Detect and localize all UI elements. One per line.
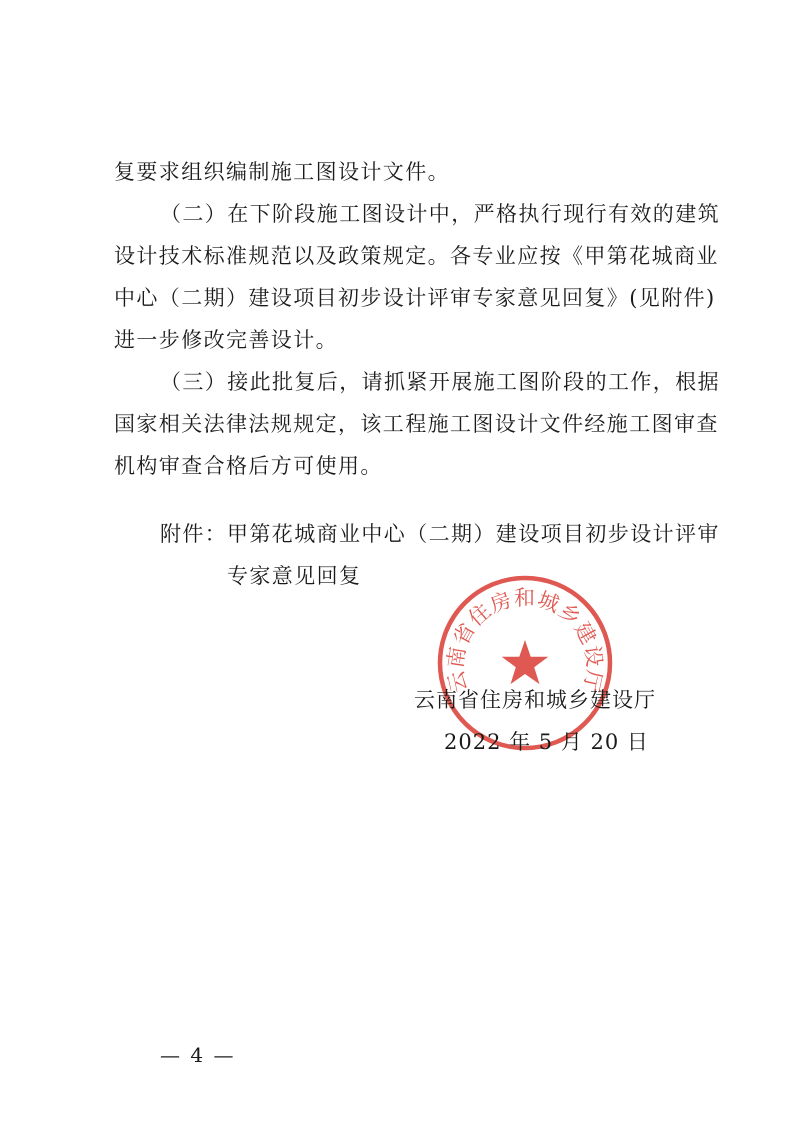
- signing-date: 2022 年 5 月 20 日: [444, 730, 649, 754]
- body-line-3: 设计技术标准规范以及政策规定。各专业应按《甲第花城商业: [114, 244, 719, 268]
- attachment-title-line-2: 专家意见回复: [227, 564, 362, 588]
- official-seal: [436, 574, 614, 752]
- body-line-1: 复要求组织编制施工图设计文件。: [114, 160, 450, 184]
- attachment-title-line-1: 甲第花城商业中心（二期）建设项目初步设计评审: [227, 522, 720, 546]
- body-line-2: （二）在下阶段施工图设计中，严格执行现行有效的建筑: [160, 202, 720, 226]
- attachment-label: 附件：: [160, 522, 228, 546]
- body-line-7: 国家相关法律法规规定，该工程施工图设计文件经施工图审查: [114, 412, 719, 436]
- seal-star-icon: [502, 640, 549, 684]
- body-line-4: 中心（二期）建设项目初步设计评审专家意见回复》(见附件): [114, 286, 716, 310]
- body-line-8: 机构审查合格后方可使用。: [114, 454, 383, 478]
- page-number: — 4 —: [160, 1043, 236, 1067]
- signing-organization: 云南省住房和城乡建设厅: [414, 688, 656, 712]
- body-line-5: 进一步修改完善设计。: [114, 328, 338, 352]
- seal-text: 云南省住房和城乡建设厅: [443, 585, 607, 695]
- body-line-6: （三）接此批复后，请抓紧开展施工图阶段的工作，根据: [160, 370, 720, 394]
